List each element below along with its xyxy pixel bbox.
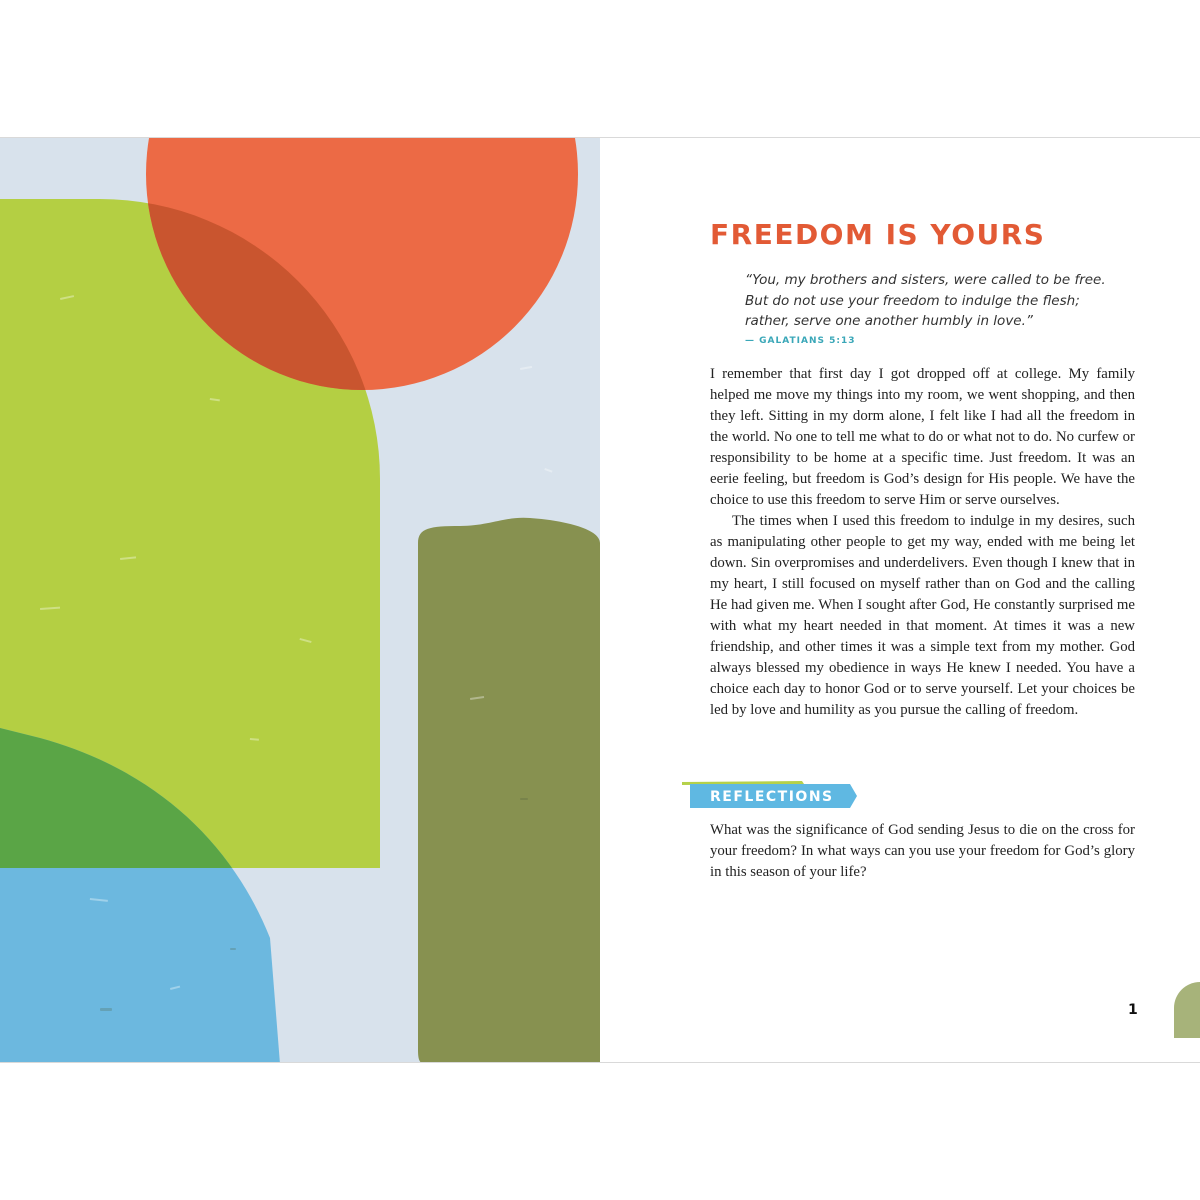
page-number: 1 <box>1128 1002 1138 1018</box>
abstract-shapes-illustration <box>0 138 600 1063</box>
text-page <box>600 138 1200 1063</box>
quote-line: rather, serve one another humbly in love.” <box>745 313 1033 329</box>
scripture-quote <box>745 270 1145 332</box>
book-spread <box>0 137 1200 1063</box>
reflections-label: REFLECTIONS <box>710 789 834 805</box>
olive-column-shape <box>418 518 600 1063</box>
reflections-question: What was the significance of God sending Jesus to die on the cross for your freedom? In what ways can you use your freedom for God’s glory in this season of your life? <box>710 822 1135 880</box>
scripture-citation: — GALATIANS 5:13 <box>745 336 856 346</box>
page-title: FREEDOM IS YOURS <box>710 218 1046 251</box>
body-paragraph: I remember that first day I got dropped off at college. My family helped me move my things into my room, we went shopping, and then they left. Sitting in my dorm alone, I felt like I had all the freedom in the world. No one to tell me what to do or what not to do. No curfew or responsibility to be home at a specific time. Just freedom. It was an eerie feeling, but freedom is God’s design for His people. We have the choice to use this freedom to serve Him or serve ourselves. <box>710 366 1135 508</box>
chapter-thumb-tab <box>1174 982 1200 1038</box>
body-paragraph: The times when I used this freedom to indulge in my desires, such as manipulating other people to get my way, ended with me being let down. Sin overpromises and underdelivers. Even though I knew that in my heart, I still focused on myself rather than on God and the calling He had given me. When I sought after God, He constantly surprised me with what my heart needed in that moment. At times it was a new friendship, and other times it was a simple text from my mother. God always blessed my obedience in ways He knew I needed. You have a choice each day to honor God or to serve yourself. Let your choices be led by love and humility as you pursue the calling of freedom. <box>710 513 1135 718</box>
devotional-body <box>710 364 1135 721</box>
quote-line: But do not use your freedom to indulge the flesh; <box>745 292 1080 309</box>
illustration-page <box>0 138 600 1063</box>
quote-line: “You, my brothers and sisters, were called to be free. <box>745 272 1106 288</box>
reflections-heading <box>682 781 857 811</box>
